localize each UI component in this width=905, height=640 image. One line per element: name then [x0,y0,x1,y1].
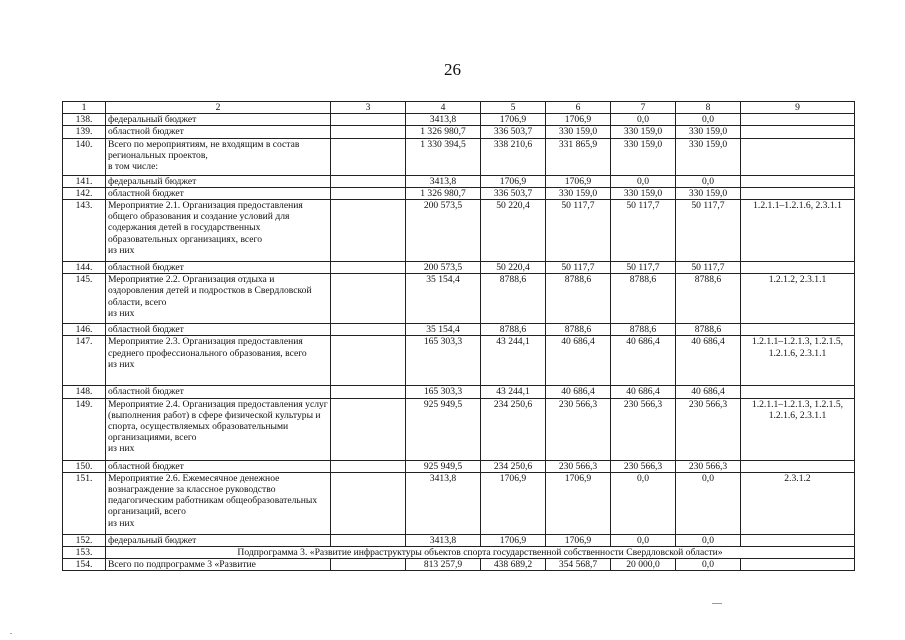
amount-cell: 40 686,4 [546,336,611,386]
row-col3 [331,324,406,336]
margin-mark [712,603,722,604]
header-row [63,102,855,114]
amount-cell: 1 330 394,5 [406,138,481,175]
target-indicators [741,187,855,199]
target-indicators: 1.2.1.2, 2.3.1.1 [741,274,855,324]
subprogram-row [63,547,855,559]
target-indicators [741,386,855,398]
row-name: областной бюджет [106,126,331,138]
table-row [63,559,855,571]
row-number: 149. [63,398,106,460]
target-indicators [741,460,855,472]
amount-cell: 1706,9 [481,175,546,187]
row-col3 [331,138,406,175]
row-name: областной бюджет [106,187,331,199]
amount-cell: 330 159,0 [676,187,741,199]
target-indicators: 1.2.1.1–1.2.1.6, 2.3.1.1 [741,200,855,262]
amount-cell: 1706,9 [481,114,546,126]
table-row [63,324,855,336]
table-row [63,460,855,472]
amount-cell: 50 117,7 [676,262,741,274]
amount-cell: 40 686,4 [611,336,676,386]
row-col3 [331,200,406,262]
amount-cell: 438 689,2 [481,559,546,571]
target-indicators [741,262,855,274]
row-name: федеральный бюджет [106,534,331,546]
amount-cell: 35 154,4 [406,274,481,324]
row-number: 141. [63,175,106,187]
amount-cell: 40 686,4 [676,336,741,386]
target-indicators [741,559,855,571]
row-col3 [331,534,406,546]
row-col3 [331,274,406,324]
header-cell: 3 [331,102,406,114]
amount-cell: 813 257,9 [406,559,481,571]
amount-cell: 0,0 [676,559,741,571]
row-number: 150. [63,460,106,472]
amount-cell: 0,0 [611,114,676,126]
amount-cell: 1706,9 [481,472,546,534]
target-indicators [741,126,855,138]
row-name: областной бюджет [106,460,331,472]
row-number: 152. [63,534,106,546]
amount-cell: 336 503,7 [481,187,546,199]
row-name: федеральный бюджет [106,114,331,126]
target-indicators [741,324,855,336]
amount-cell: 0,0 [676,114,741,126]
header-cell: 7 [611,102,676,114]
table-row [63,200,855,262]
amount-cell: 0,0 [611,534,676,546]
amount-cell: 234 250,6 [481,398,546,460]
row-number: 153. [63,547,106,559]
amount-cell: 1 326 980,7 [406,126,481,138]
amount-cell: 230 566,3 [611,398,676,460]
row-name: Мероприятие 2.1. Организация предоставления общего образования и создание условий для содержания детей в государственных образовательных организациях, всего из них [106,200,331,262]
amount-cell: 336 503,7 [481,126,546,138]
row-number: 148. [63,386,106,398]
budget-table [62,101,855,571]
row-col3 [331,126,406,138]
target-indicators: 1.2.1.1–1.2.1.3, 1.2.1.5, 1.2.1.6, 2.3.1.1 [741,398,855,460]
row-name: федеральный бюджет [106,175,331,187]
header-cell: 1 [63,102,106,114]
amount-cell: 0,0 [676,534,741,546]
amount-cell: 50 117,7 [546,200,611,262]
amount-cell: 230 566,3 [546,460,611,472]
table-row [63,114,855,126]
row-number: 139. [63,126,106,138]
row-name: Мероприятие 2.6. Ежемесячное денежное вознаграждение за классное руководство педагогическим работникам общеобразовательных организаций, всего из них [106,472,331,534]
target-indicators [741,114,855,126]
table-row [63,175,855,187]
subprogram-title: Подпрограмма 3. «Развитие инфраструктуры объектов спорта государственной собственности Свердловской области» [106,547,855,559]
amount-cell: 330 159,0 [546,126,611,138]
amount-cell: 1706,9 [546,175,611,187]
target-indicators: 2.3.1.2 [741,472,855,534]
amount-cell: 1 326 980,7 [406,187,481,199]
amount-cell: 330 159,0 [546,187,611,199]
amount-cell: 1706,9 [546,534,611,546]
row-col3 [331,262,406,274]
amount-cell: 3413,8 [406,534,481,546]
header-cell: 9 [741,102,855,114]
row-number: 154. [63,559,106,571]
header-cell: 6 [546,102,611,114]
target-indicators: 1.2.1.1–1.2.1.3, 1.2.1.5, 1.2.1.6, 2.3.1.1 [741,336,855,386]
amount-cell: 331 865,9 [546,138,611,175]
amount-cell: 338 210,6 [481,138,546,175]
row-col3 [331,460,406,472]
target-indicators [741,175,855,187]
row-name: областной бюджет [106,324,331,336]
table-row [63,274,855,324]
amount-cell: 0,0 [611,175,676,187]
amount-cell: 8788,6 [676,324,741,336]
row-number: 138. [63,114,106,126]
table-row [63,126,855,138]
row-col3 [331,559,406,571]
amount-cell: 0,0 [676,472,741,534]
amount-cell: 3413,8 [406,175,481,187]
amount-cell: 40 686,4 [546,386,611,398]
row-col3 [331,472,406,534]
corner-dot: . [10,627,12,636]
amount-cell: 50 117,7 [676,200,741,262]
amount-cell: 234 250,6 [481,460,546,472]
amount-cell: 40 686,4 [676,386,741,398]
amount-cell: 925 949,5 [406,398,481,460]
amount-cell: 925 949,5 [406,460,481,472]
row-name: Всего по подпрограмме 3 «Развитие [106,559,331,571]
row-col3 [331,187,406,199]
amount-cell: 0,0 [676,175,741,187]
row-number: 140. [63,138,106,175]
row-number: 147. [63,336,106,386]
amount-cell: 8788,6 [546,324,611,336]
table-row [63,336,855,386]
amount-cell: 3413,8 [406,114,481,126]
amount-cell: 50 117,7 [546,262,611,274]
target-indicators [741,138,855,175]
row-name: областной бюджет [106,386,331,398]
header-cell: 4 [406,102,481,114]
amount-cell: 35 154,4 [406,324,481,336]
row-name: Всего по мероприятиям, не входящим в состав региональных проектов, в том числе: [106,138,331,175]
row-col3 [331,398,406,460]
amount-cell: 200 573,5 [406,262,481,274]
amount-cell: 354 568,7 [546,559,611,571]
row-number: 144. [63,262,106,274]
header-cell: 8 [676,102,741,114]
row-number: 145. [63,274,106,324]
amount-cell: 330 159,0 [611,138,676,175]
amount-cell: 330 159,0 [611,126,676,138]
table-row [63,472,855,534]
amount-cell: 1706,9 [546,472,611,534]
amount-cell: 43 244,1 [481,386,546,398]
amount-cell: 200 573,5 [406,200,481,262]
header-cell: 5 [481,102,546,114]
table-row [63,398,855,460]
row-number: 146. [63,324,106,336]
amount-cell: 230 566,3 [611,460,676,472]
row-col3 [331,336,406,386]
amount-cell: 165 303,3 [406,386,481,398]
row-col3 [331,114,406,126]
amount-cell: 230 566,3 [676,398,741,460]
page-number: 26 [444,60,461,79]
amount-cell: 8788,6 [611,324,676,336]
amount-cell: 40 686,4 [611,386,676,398]
amount-cell: 43 244,1 [481,336,546,386]
amount-cell: 230 566,3 [546,398,611,460]
amount-cell: 0,0 [611,472,676,534]
amount-cell: 50 117,7 [611,200,676,262]
amount-cell: 8788,6 [546,274,611,324]
row-name: Мероприятие 2.3. Организация предоставления среднего профессионального образования, всего из них [106,336,331,386]
amount-cell: 1706,9 [481,534,546,546]
amount-cell: 330 159,0 [611,187,676,199]
table-row [63,534,855,546]
table-row [63,138,855,175]
row-number: 151. [63,472,106,534]
amount-cell: 330 159,0 [676,126,741,138]
row-col3 [331,386,406,398]
row-name: областной бюджет [106,262,331,274]
table-row [63,386,855,398]
header-cell: 2 [106,102,331,114]
row-name: Мероприятие 2.2. Организация отдыха и оздоровления детей и подростков в Свердловской области, всего из них [106,274,331,324]
amount-cell: 50 220,4 [481,262,546,274]
amount-cell: 330 159,0 [676,138,741,175]
table-row [63,262,855,274]
amount-cell: 50 220,4 [481,200,546,262]
row-name: Мероприятие 2.4. Организация предоставления услуг (выполнения работ) в сфере физической культуры и спорта, осуществляемых образовательными организациями, всего из них [106,398,331,460]
amount-cell: 8788,6 [481,274,546,324]
target-indicators [741,534,855,546]
amount-cell: 8788,6 [481,324,546,336]
row-number: 143. [63,200,106,262]
amount-cell: 20 000,0 [611,559,676,571]
row-number: 142. [63,187,106,199]
table-row [63,187,855,199]
amount-cell: 230 566,3 [676,460,741,472]
amount-cell: 8788,6 [611,274,676,324]
row-col3 [331,175,406,187]
amount-cell: 165 303,3 [406,336,481,386]
amount-cell: 1706,9 [546,114,611,126]
amount-cell: 3413,8 [406,472,481,534]
amount-cell: 8788,6 [676,274,741,324]
amount-cell: 50 117,7 [611,262,676,274]
